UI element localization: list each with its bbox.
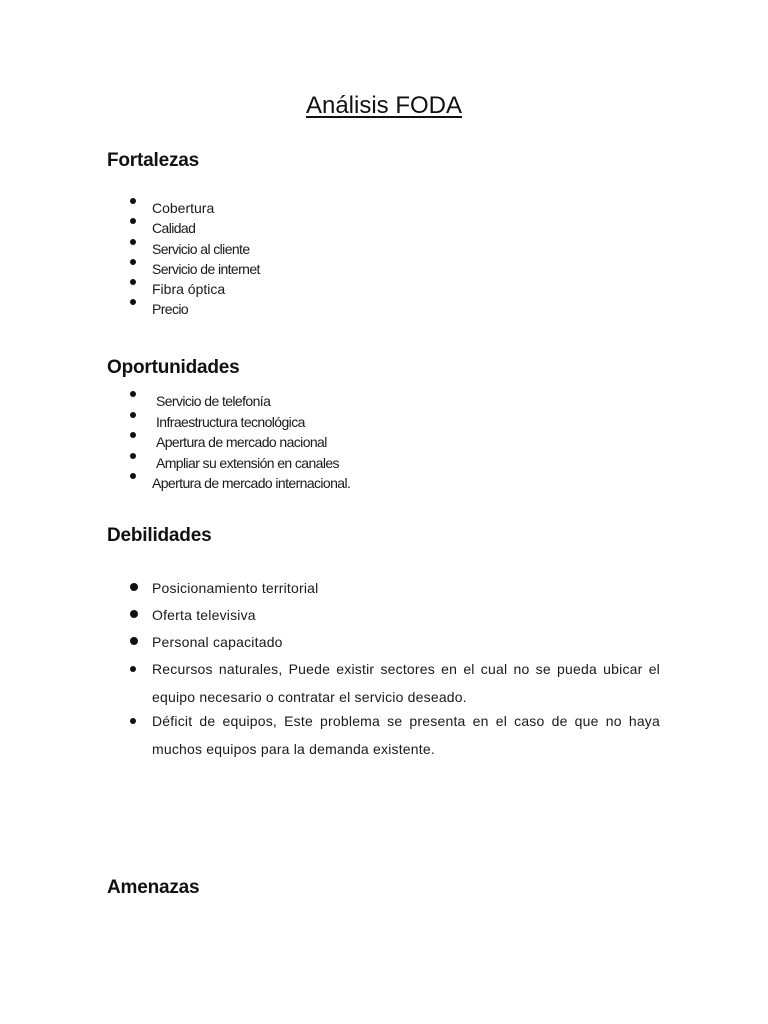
list-item: Personal capacitado bbox=[0, 632, 768, 659]
oportunidades-heading: Oportunidades bbox=[107, 357, 240, 378]
bullet-icon bbox=[130, 239, 136, 245]
bullet-icon bbox=[130, 218, 136, 224]
bullet-icon bbox=[130, 391, 136, 397]
bullet-icon bbox=[130, 453, 136, 459]
bullet-icon bbox=[130, 259, 136, 265]
list-item: Déficit de equipos, Este problema se presenta en el caso de que no haya muchos equipos para la demanda existente. bbox=[0, 707, 660, 763]
bullet-icon bbox=[130, 718, 136, 724]
list-item: Apertura de mercado nacional bbox=[0, 432, 350, 453]
bullet-icon bbox=[130, 610, 138, 618]
bullet-icon bbox=[130, 666, 136, 672]
list-item: Precio bbox=[0, 299, 260, 319]
bullet-icon bbox=[130, 299, 136, 305]
list-item: Ampliar su extensión en canales bbox=[0, 453, 350, 474]
debilidades-list bbox=[0, 578, 768, 763]
list-item: Servicio de telefonía bbox=[0, 391, 350, 412]
list-item: Posicionamiento territorial bbox=[0, 578, 768, 605]
document-title: Análisis FODA bbox=[305, 92, 463, 119]
list-item: Fibra óptica bbox=[0, 279, 260, 299]
fortalezas-heading: Fortalezas bbox=[107, 150, 199, 171]
list-item: Apertura de mercado internacional. bbox=[0, 473, 350, 494]
bullet-icon bbox=[130, 279, 136, 285]
bullet-icon bbox=[130, 583, 138, 591]
oportunidades-list bbox=[0, 391, 350, 494]
list-item: Oferta televisiva bbox=[0, 605, 768, 632]
fortalezas-list bbox=[0, 198, 260, 320]
list-item: Servicio al cliente bbox=[0, 239, 260, 259]
amenazas-heading: Amenazas bbox=[107, 877, 200, 898]
bullet-icon bbox=[130, 432, 136, 438]
debilidades-heading: Debilidades bbox=[107, 525, 212, 546]
list-item: Infraestructura tecnológica bbox=[0, 412, 350, 433]
bullet-icon bbox=[130, 412, 136, 418]
bullet-icon bbox=[130, 637, 138, 645]
list-item: Cobertura bbox=[0, 198, 260, 218]
bullet-icon bbox=[130, 198, 136, 204]
list-item: Servicio de internet bbox=[0, 259, 260, 279]
list-item: Recursos naturales, Puede existir sectores en el cual no se pueda ubicar el equipo necesario o contratar el servicio deseado. bbox=[0, 655, 660, 711]
list-item: Calidad bbox=[0, 218, 260, 238]
bullet-icon bbox=[130, 473, 136, 479]
